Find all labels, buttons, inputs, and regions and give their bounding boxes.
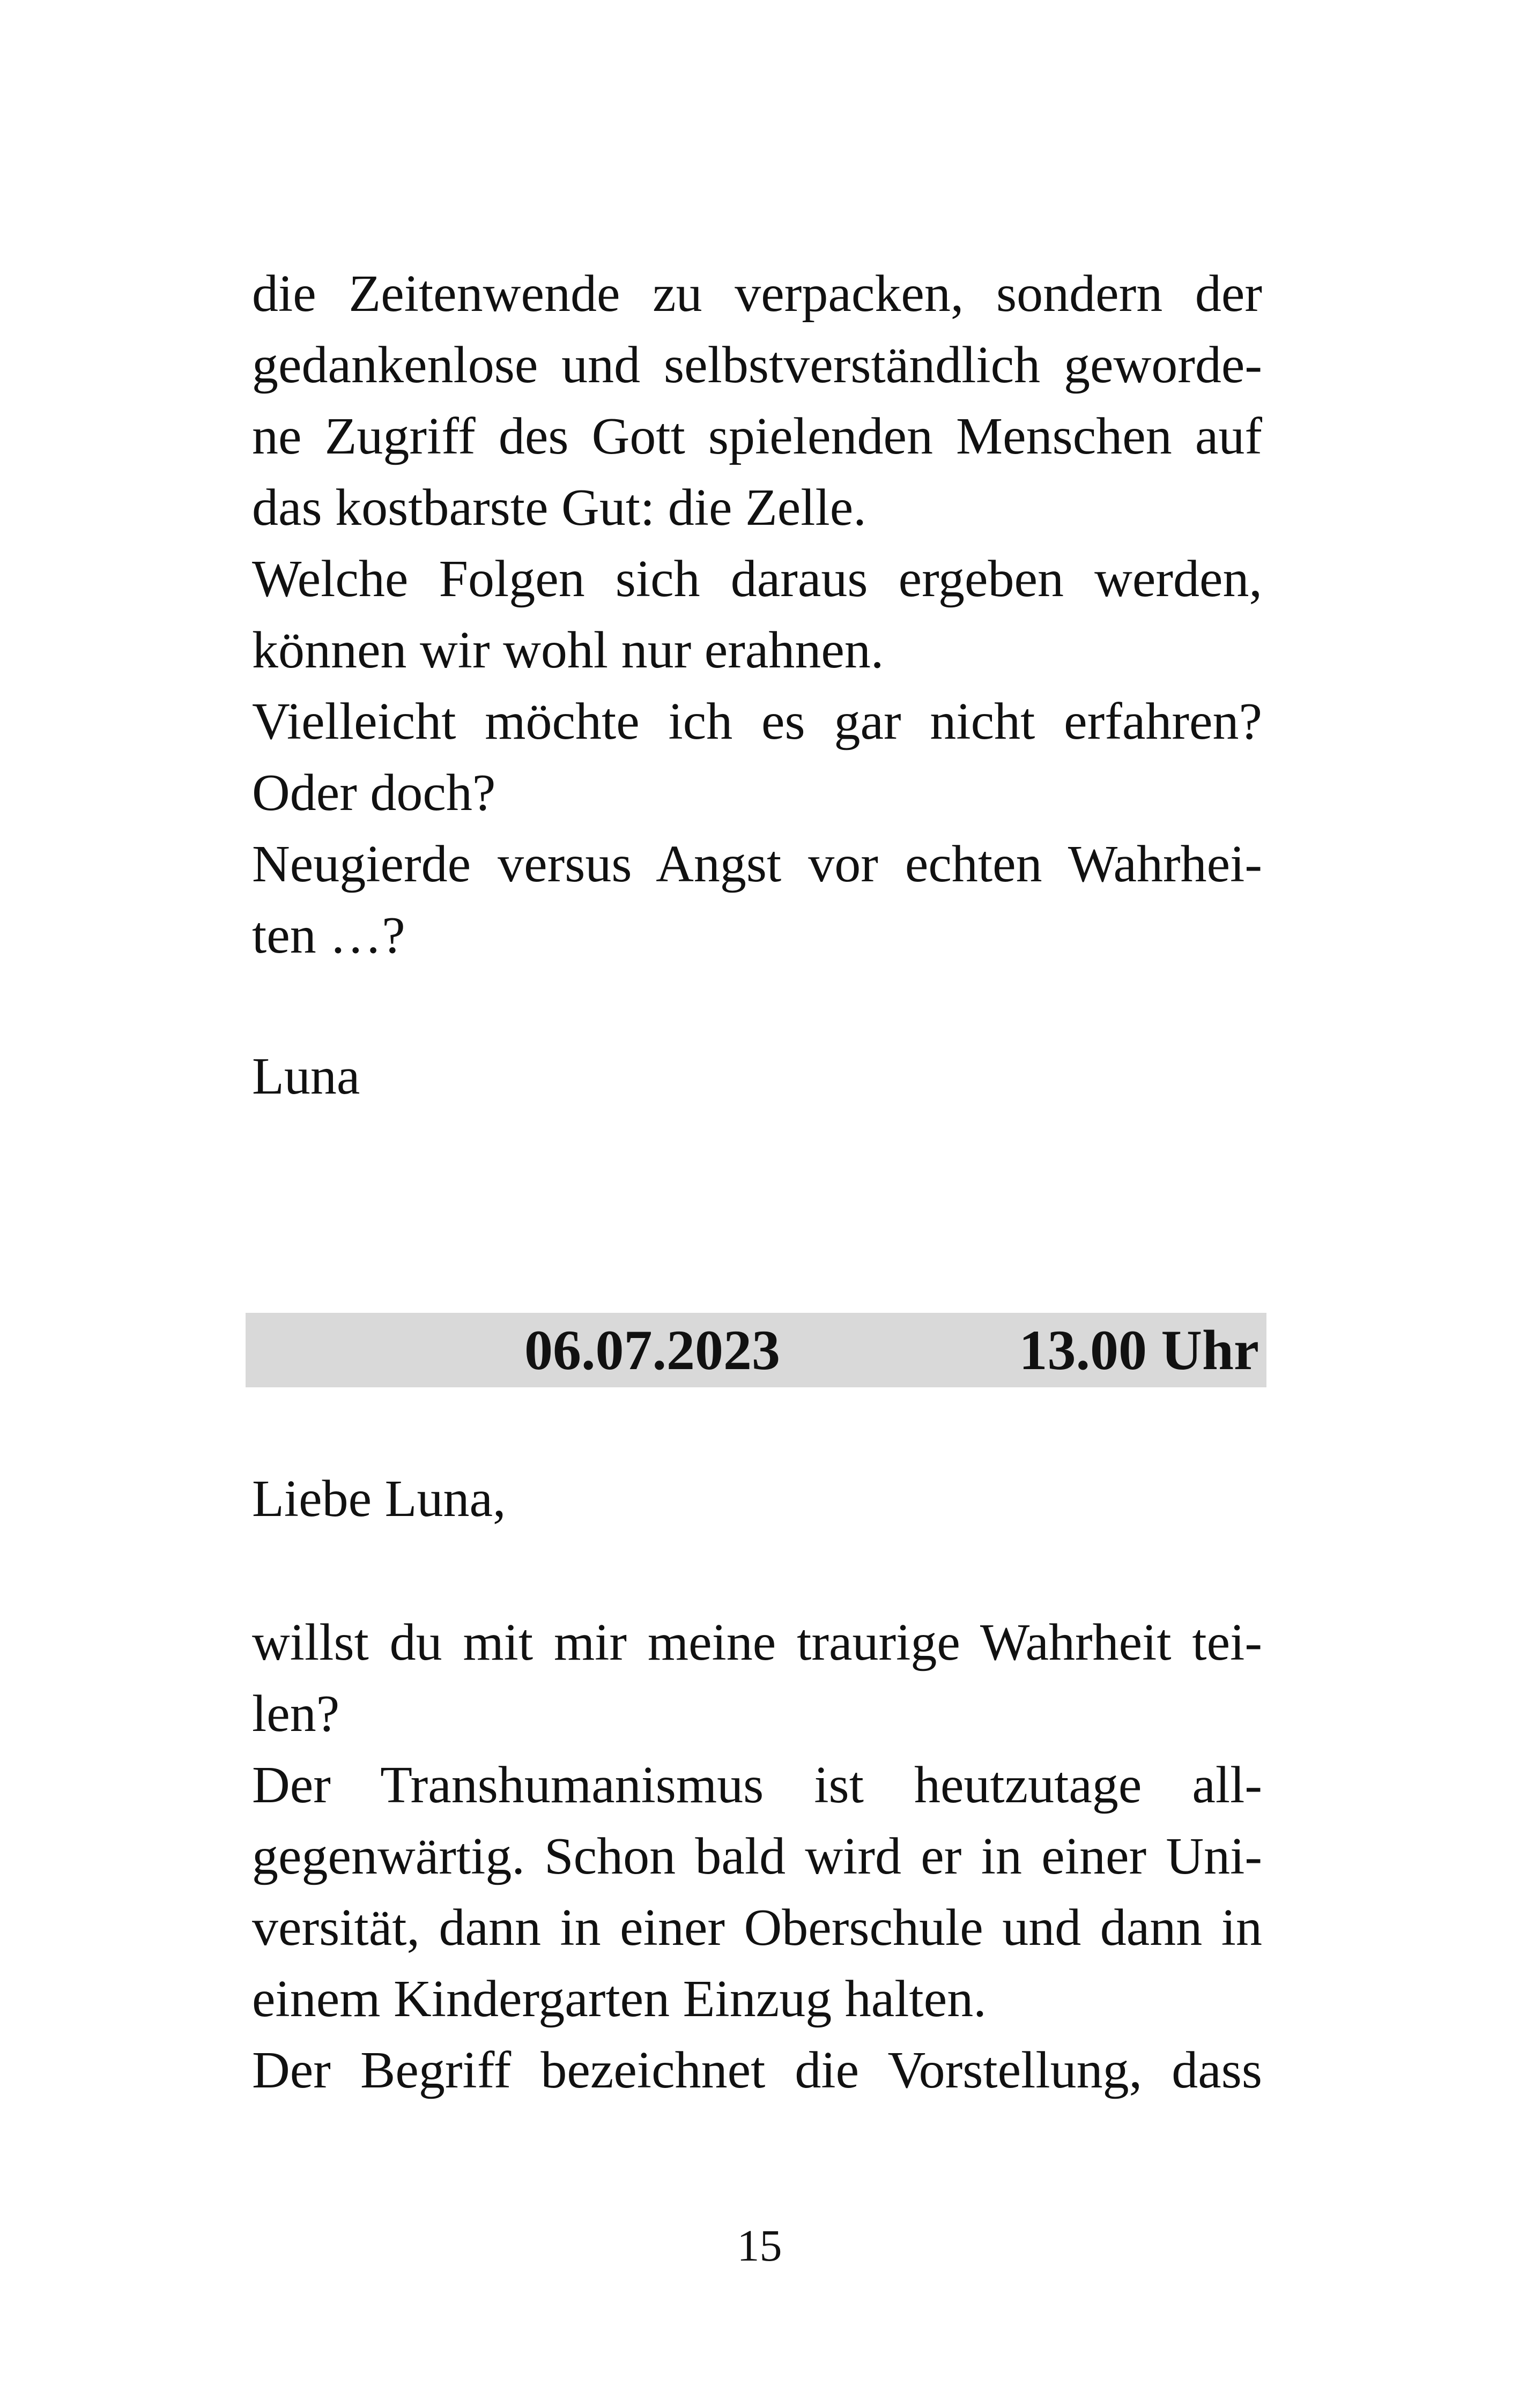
text-line: Welche Folgen sich daraus ergeben werden, bbox=[252, 550, 1262, 608]
text-line: Der Transhumanismus ist heutzutage all- bbox=[252, 1756, 1262, 1814]
text-line: versität, dann in einer Oberschule und dann in bbox=[252, 1899, 1262, 1957]
text-line: einem Kindergarten Einzug halten. bbox=[252, 1970, 987, 2028]
text-line: ten …? bbox=[252, 906, 405, 964]
text-line: das kostbarste Gut: die Zelle. bbox=[252, 479, 866, 537]
text-line: Der Begriff bezeichnet die Vorstellung, dass bbox=[252, 2041, 1262, 2099]
signature-text: Luna bbox=[252, 1047, 360, 1105]
greeting-text: Liebe Luna, bbox=[252, 1470, 506, 1528]
text-line: gegenwärtig. Schon bald wird er in einer Uni- bbox=[252, 1827, 1262, 1885]
text-line: willst du mit mir meine traurige Wahrheit tei- bbox=[252, 1614, 1262, 1671]
entry-date-header bbox=[246, 1313, 1266, 1387]
page-number: 15 bbox=[737, 2221, 782, 2271]
text-line: können wir wohl nur erahnen. bbox=[252, 621, 884, 679]
text-line: Oder doch? bbox=[252, 764, 496, 822]
text-line: Neugierde versus Angst vor echten Wahrhei- bbox=[252, 835, 1262, 893]
entry-date: 06.07.2023 bbox=[524, 1319, 780, 1381]
paragraph-block-new-letter bbox=[252, 1607, 1262, 2106]
signature bbox=[252, 1041, 1262, 1112]
greeting bbox=[252, 1463, 1262, 1535]
text-line: Vielleicht möchte ich es gar nicht erfahren? bbox=[252, 693, 1262, 750]
text-line: gedankenlose und selbstverständlich geworde- bbox=[252, 336, 1262, 394]
text-line: len? bbox=[252, 1685, 340, 1743]
text-line: ne Zugriff des Gott spielenden Menschen auf bbox=[252, 407, 1262, 465]
text-line: die Zeitenwende zu verpacken, sondern der bbox=[252, 265, 1262, 323]
paragraph-block-previous-letter bbox=[252, 258, 1262, 971]
entry-time: 13.00 Uhr bbox=[1019, 1319, 1259, 1381]
